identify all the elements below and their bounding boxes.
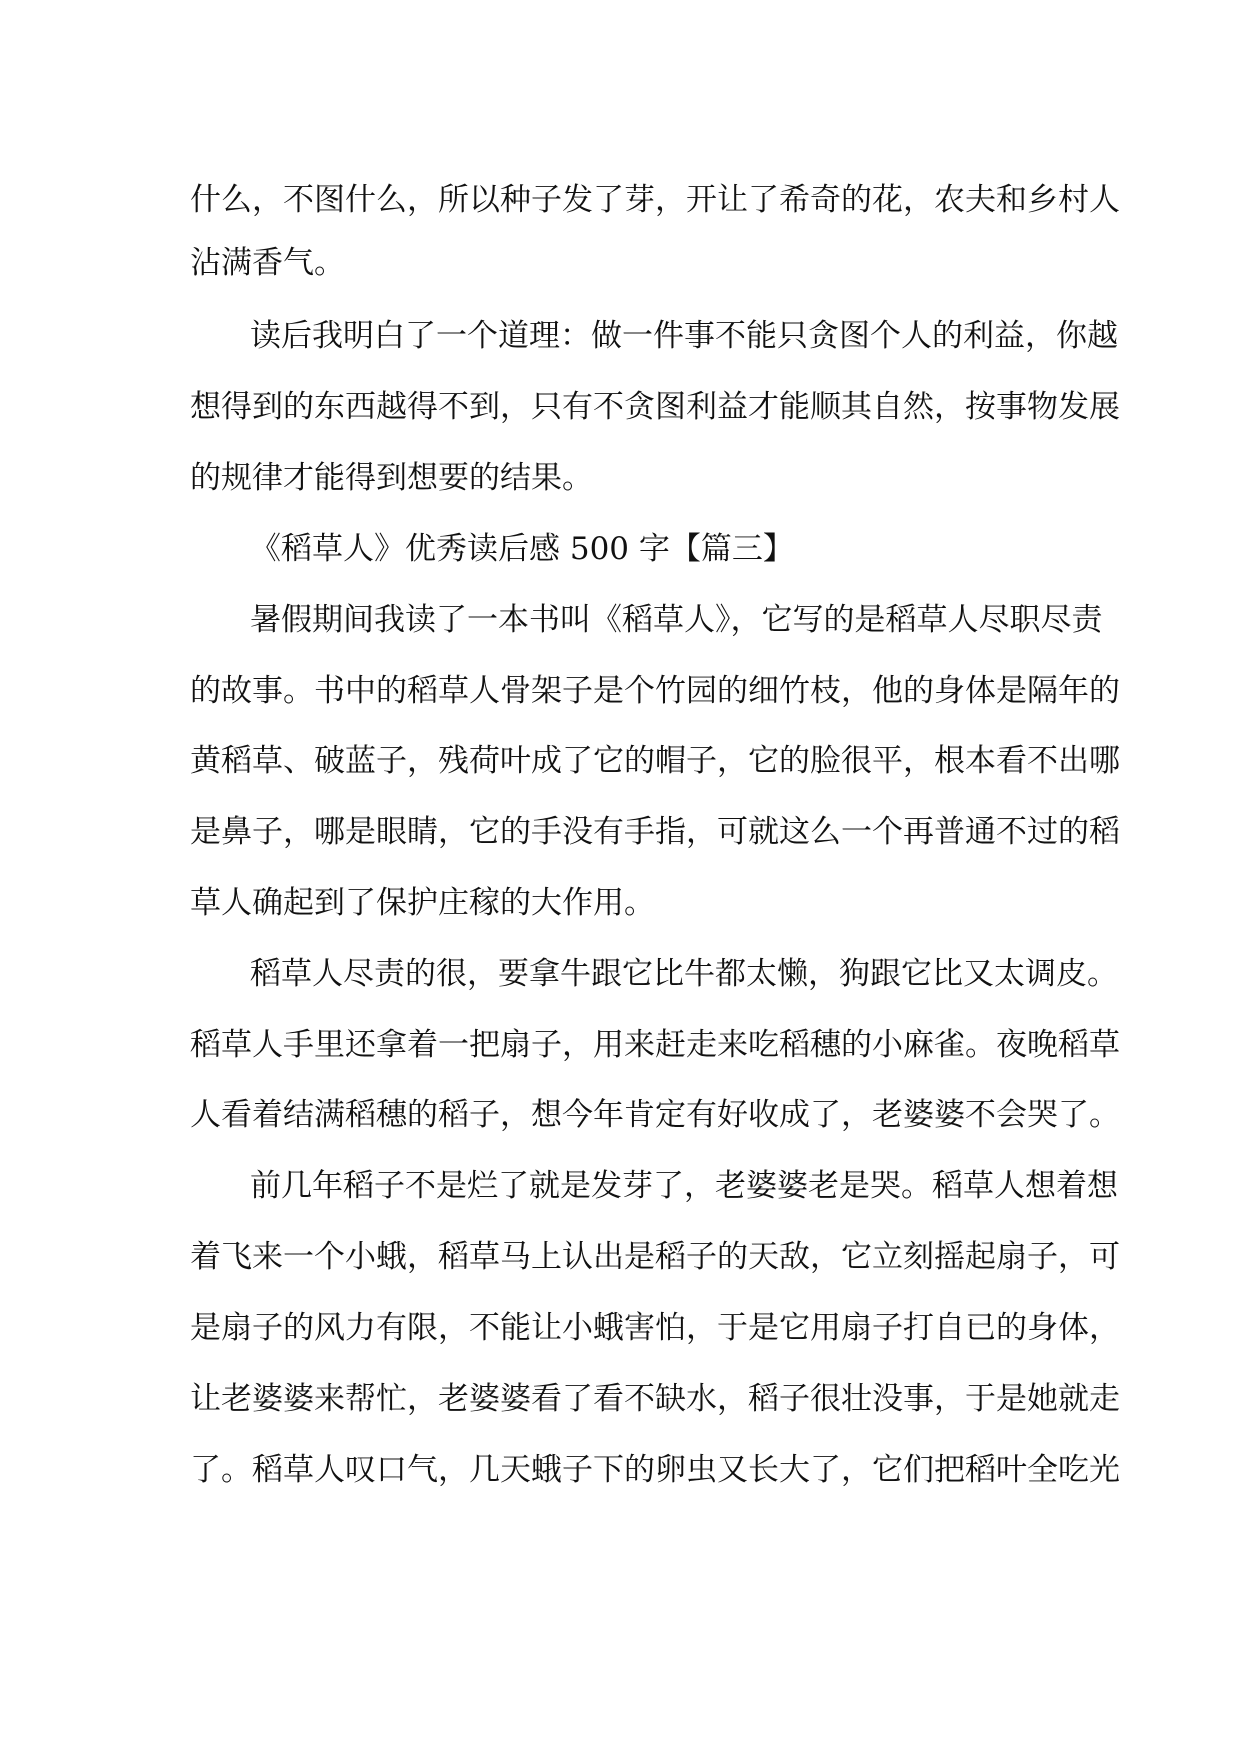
text-line: 是鼻子，哪是眼睛，它的手没有手指，可就这么一个再普通不过的稻 [190, 814, 1120, 850]
text-line: 前几年稻子不是烂了就是发芽了，老婆婆老是哭。稻草人想着想 [250, 1168, 1118, 1204]
text-line: 了。稻草人叹口气，几天蛾子下的卵虫又长大了，它们把稻叶全吃光 [190, 1452, 1120, 1488]
text-line: 稻草人尽责的很，要拿牛跟它比牛都太懒，狗跟它比又太调皮。 [250, 956, 1118, 992]
text-line: 稻草人手里还拿着一把扇子，用来赶走来吃稻穗的小麻雀。夜晚稻草 [190, 1027, 1120, 1063]
text-line: 暑假期间我读了一本书叫《稻草人》，它写的是稻草人尽职尽责 [250, 602, 1103, 638]
text-line: 什么，不图什么，所以种子发了芽，开让了希奇的花，农夫和乡村人 [190, 182, 1120, 218]
text-line: 的规律才能得到想要的结果。 [190, 460, 593, 496]
text-line: 是扇子的风力有限，不能让小蛾害怕，于是它用扇子打自已的身体， [190, 1310, 1120, 1346]
text-line: 沾满香气。 [190, 245, 345, 281]
text-line: 读后我明白了一个道理：做一件事不能只贪图个人的利益，你越 [250, 318, 1118, 354]
text-line: 想得到的东西越得不到，只有不贪图利益才能顺其自然，按事物发展 [190, 389, 1120, 425]
text-line: 草人确起到了保护庄稼的大作用。 [190, 885, 655, 921]
text-line: 黄稻草、破蓝子，残荷叶成了它的帽子，它的脸很平，根本看不出哪 [190, 743, 1120, 779]
text-line: 的故事。书中的稻草人骨架子是个竹园的细竹枝，他的身体是隔年的 [190, 673, 1120, 709]
text-line: 人看着结满稻穗的稻子，想今年肯定有好收成了，老婆婆不会哭了。 [190, 1097, 1120, 1133]
text-line: 让老婆婆来帮忙，老婆婆看了看不缺水，稻子很壮没事，于是她就走 [190, 1381, 1120, 1417]
text-line: 着飞来一个小蛾，稻草马上认出是稻子的天敌，它立刻摇起扇子，可 [190, 1239, 1120, 1275]
section-heading: 《稻草人》优秀读后感 500 字【篇三】 [250, 531, 794, 567]
